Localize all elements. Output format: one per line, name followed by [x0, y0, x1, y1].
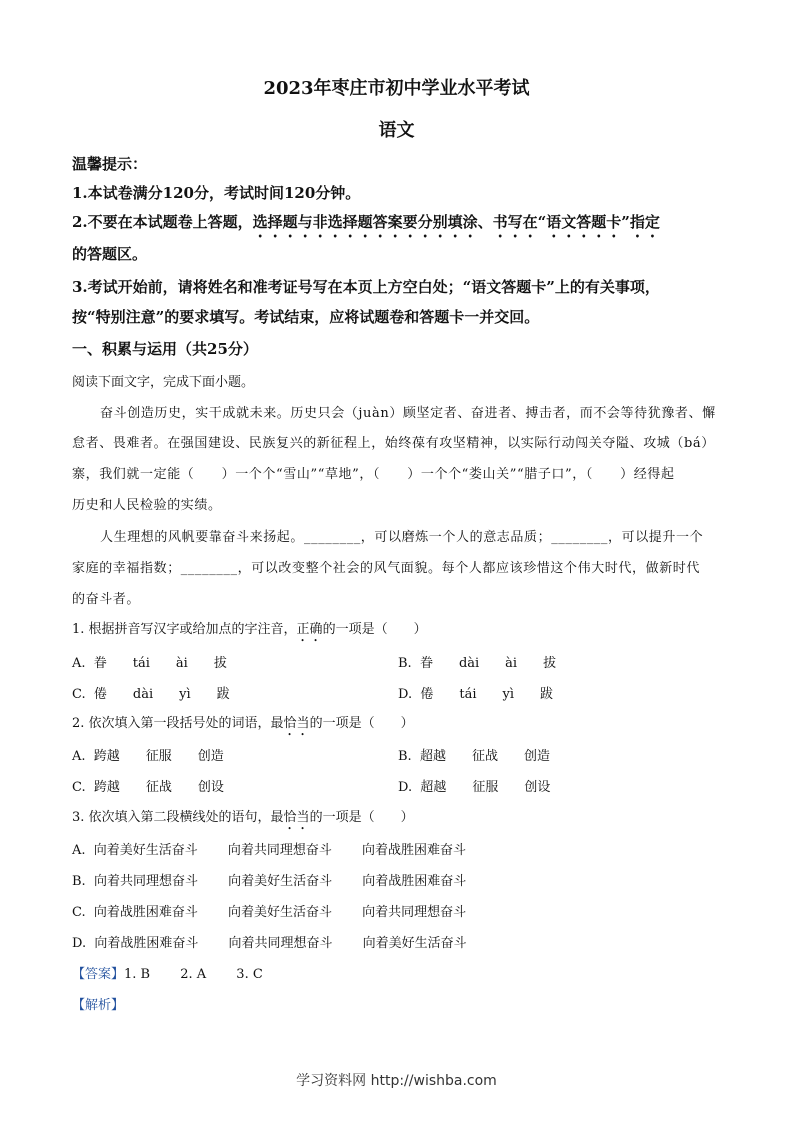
emphasized-text: 恰当: [283, 810, 310, 825]
q3-option-a: A. 向着美好生活奋斗 向着共同理想奋斗 向着战胜困难奋斗: [72, 843, 467, 858]
answer-label: 【答案】: [72, 967, 125, 982]
tip-2-cont: 的答题区。: [72, 245, 148, 263]
passage-p2-line3: 的奋斗者。: [72, 592, 141, 607]
question-2-stem: 2. 依次填入第一段括号处的词语，最恰当的一项是（ ）: [72, 716, 414, 731]
passage-p2-line1: 人生理想的风帆要靠奋斗来扬起。________，可以磨炼一个人的意志品质；________，可以提升一个: [100, 530, 704, 545]
tip-2: 2.不要在本试题卷上答题，选择题与非选择题答案要分别填涂、书写在“语文答题卡”指定: [72, 213, 660, 231]
q1-option-b: B. 眷 dài ài 拔: [398, 656, 557, 671]
tips-heading: 温馨提示：: [72, 155, 148, 173]
emphasized-text: 恰当: [283, 716, 310, 731]
q3-option-c: C. 向着战胜困难奋斗 向着美好生活奋斗 向着共同理想奋斗: [72, 905, 467, 920]
q3-option-b: B. 向着共同理想奋斗 向着美好生活奋斗 向着战胜困难奋斗: [72, 874, 467, 889]
passage-p1-line2: 怠者、畏难者。在强国建设、民族复兴的新征程上，始终葆有攻坚精神，以实际行动闯关夺隘、攻城（bá）: [72, 436, 715, 451]
q3-option-d: D. 向着战胜困难奋斗 向着共同理想奋斗 向着美好生活奋斗: [72, 936, 467, 951]
emphasized-text: 正确: [296, 622, 323, 637]
passage-p2-line2: 家庭的幸福指数；________，可以改变整个社会的风气面貌。每个人都应该珍惜这个伟大时代，做新时代: [72, 561, 701, 576]
exam-title: 2023年枣庄市初中学业水平考试: [263, 78, 530, 99]
subject-title: 语文: [378, 120, 415, 141]
passage-p1-line3: 寨，我们就一定能（ ）一个个“雪山”“草地”，（ ）一个个“娄山关”“腊子口”，（ ）经得起: [72, 467, 675, 482]
analysis-label: 【解析】: [72, 998, 125, 1013]
tip-3-line1: 3.考试开始前，请将姓名和准考证号写在本页上方空白处；“语文答题卡”上的有关事项，: [72, 278, 660, 296]
q2-option-c: C. 跨越 征战 创设: [72, 780, 224, 795]
footer-watermark: 学习资料网 http://wishba.com: [296, 1073, 497, 1089]
question-1-stem: 1. 根据拼音写汉字或给加点的字注音，正确的一项是（ ）: [72, 622, 427, 637]
question-3-stem: 3. 依次填入第二段横线处的语句，最恰当的一项是（ ）: [72, 810, 414, 825]
answer-text: 1. B 2. A 3. C: [124, 967, 263, 982]
section-heading: 一、积累与运用（共25分）: [72, 340, 258, 358]
q1-option-d: D. 倦 tái yì 跋: [398, 687, 553, 702]
passage-p1-line4: 历史和人民检验的实绩。: [72, 498, 222, 513]
q1-option-c: C. 倦 dài yì 跋: [72, 687, 230, 702]
q2-option-b: B. 超越 征战 创造: [398, 749, 550, 764]
reading-instruction: 阅读下面文字，完成下面小题。: [72, 375, 255, 390]
tip-1: 1.本试卷满分120分，考试时间120分钟。: [72, 184, 361, 202]
q1-option-a: A. 眷 tái ài 拔: [72, 656, 227, 671]
tip-3-line2: 按“特别注意”的要求填写。考试结束，应将试题卷和答题卡一并交回。: [72, 308, 540, 326]
emphasized-text: 选择题与非选择题答案要分别填涂、书写在“语文答题卡”指定: [252, 213, 660, 231]
answer-line: [72, 963, 263, 982]
passage-p1-line1: 奋斗创造历史，实干成就未来。历史只会（juàn）顾坚定者、奋进者、搏击者，而不会等待犹豫者、懈: [100, 406, 716, 421]
q2-option-a: A. 跨越 征服 创造: [72, 749, 224, 764]
q2-option-d: D. 超越 征服 创设: [398, 780, 551, 795]
